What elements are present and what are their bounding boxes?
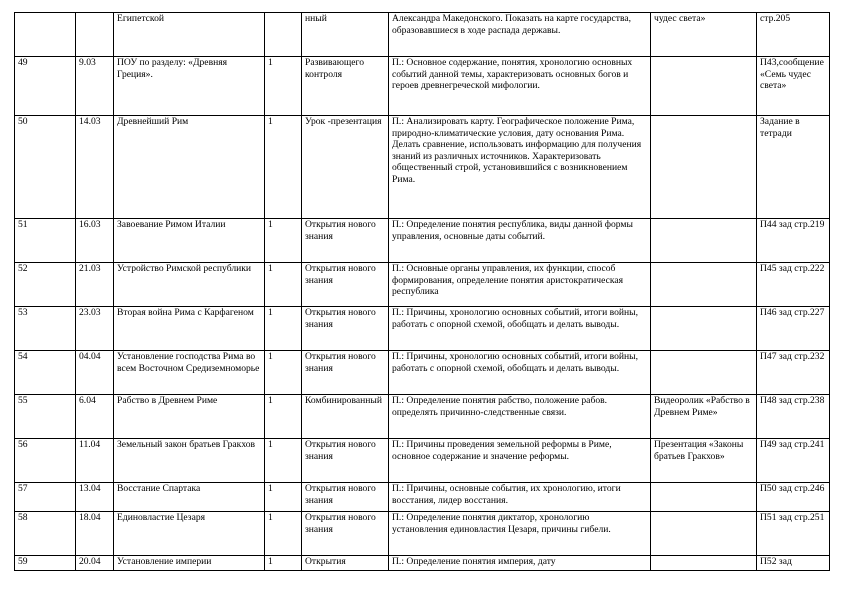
row-number-cell: 49 bbox=[15, 57, 76, 116]
lesson-hours-cell bbox=[265, 13, 302, 57]
lesson-type-cell: Открытия нового знания bbox=[302, 351, 389, 395]
table-row bbox=[15, 556, 830, 571]
table-row bbox=[15, 57, 830, 116]
lesson-type-cell: Открытия нового знания bbox=[302, 483, 389, 512]
row-number-cell: 57 bbox=[15, 483, 76, 512]
lesson-topic-cell: Земельный закон братьев Гракхов bbox=[114, 439, 265, 483]
lesson-date-cell: 20.04 bbox=[76, 556, 114, 571]
lesson-resources-cell bbox=[651, 307, 757, 351]
row-number-cell: 53 bbox=[15, 307, 76, 351]
lesson-hours-cell: 1 bbox=[265, 556, 302, 571]
lesson-content-cell: П.: Определение понятия республика, виды данной формы управления, основные даты событий. bbox=[389, 219, 651, 263]
lesson-type-cell: Развивающего контроля bbox=[302, 57, 389, 116]
lesson-hours-cell: 1 bbox=[265, 483, 302, 512]
lesson-date-cell: 18.04 bbox=[76, 512, 114, 556]
table-row bbox=[15, 512, 830, 556]
table-row bbox=[15, 219, 830, 263]
lesson-content-cell: П.: Определение понятия империя, дату bbox=[389, 556, 651, 571]
lesson-topic-cell: Единовластие Цезаря bbox=[114, 512, 265, 556]
lesson-hours-cell: 1 bbox=[265, 219, 302, 263]
lesson-resources-cell: чудес света» bbox=[651, 13, 757, 57]
lesson-topic-cell: ПОУ по разделу: «Древняя Греция». bbox=[114, 57, 265, 116]
lesson-homework-cell: П46 зад стр.227 bbox=[757, 307, 830, 351]
lesson-content-cell: Александра Македонского. Показать на карте государства, образовавшиеся в ходе распада державы. bbox=[389, 13, 651, 57]
lesson-homework-cell: П49 зад стр.241 bbox=[757, 439, 830, 483]
lesson-homework-cell: П52 зад bbox=[757, 556, 830, 571]
lesson-type-cell: Комбинированный bbox=[302, 395, 389, 439]
row-number-cell: 52 bbox=[15, 263, 76, 307]
lesson-hours-cell: 1 bbox=[265, 351, 302, 395]
lesson-type-cell: нный bbox=[302, 13, 389, 57]
lesson-hours-cell: 1 bbox=[265, 395, 302, 439]
lesson-type-cell: Урок -презентация bbox=[302, 116, 389, 219]
lesson-type-cell: Открытия нового знания bbox=[302, 219, 389, 263]
lesson-hours-cell: 1 bbox=[265, 116, 302, 219]
lesson-date-cell: 04.04 bbox=[76, 351, 114, 395]
lesson-topic-cell: Восстание Спартака bbox=[114, 483, 265, 512]
row-number-cell: 55 bbox=[15, 395, 76, 439]
lesson-resources-cell bbox=[651, 116, 757, 219]
lesson-hours-cell: 1 bbox=[265, 263, 302, 307]
lesson-type-cell: Открытия нового знания bbox=[302, 439, 389, 483]
lesson-homework-cell: стр.205 bbox=[757, 13, 830, 57]
row-number-cell: 50 bbox=[15, 116, 76, 219]
lesson-hours-cell: 1 bbox=[265, 57, 302, 116]
lesson-homework-cell: П47 зад стр.232 bbox=[757, 351, 830, 395]
lesson-date-cell: 14.03 bbox=[76, 116, 114, 219]
row-number-cell: 59 bbox=[15, 556, 76, 571]
row-number-cell: 54 bbox=[15, 351, 76, 395]
table-row bbox=[15, 483, 830, 512]
lesson-homework-cell: Задание в тетради bbox=[757, 116, 830, 219]
lesson-topic-cell: Рабство в Древнем Риме bbox=[114, 395, 265, 439]
row-number-cell bbox=[15, 13, 76, 57]
lesson-topic-cell: Древнейший Рим bbox=[114, 116, 265, 219]
lesson-content-cell: П.: Анализировать карту. Географическое положение Рима, природно-климатические условия, дату основания Рима. Делать сравнение, использовать информацию для получения знаний из различных источников. Характеризовать общественный строй, установившийся с возникновением Рима. bbox=[389, 116, 651, 219]
lesson-date-cell: 6.04 bbox=[76, 395, 114, 439]
lesson-content-cell: П.: Причины проведения земельной реформы в Риме, основное содержание и значение реформы. bbox=[389, 439, 651, 483]
lesson-content-cell: П.: Причины, хронологию основных событий, итоги войны, работать с опорной схемой, обобщать и делать выводы. bbox=[389, 307, 651, 351]
lesson-resources-cell bbox=[651, 219, 757, 263]
lesson-type-cell: Открытия нового знания bbox=[302, 512, 389, 556]
table-row bbox=[15, 263, 830, 307]
lesson-content-cell: П.: Причины, основные события, их хронологию, итоги восстания, лидер восстания. bbox=[389, 483, 651, 512]
lesson-homework-cell: П45 зад стр.222 bbox=[757, 263, 830, 307]
lesson-resources-cell bbox=[651, 351, 757, 395]
table-row bbox=[15, 307, 830, 351]
lesson-type-cell: Открытия нового знания bbox=[302, 307, 389, 351]
lesson-content-cell: П.: Определение понятия диктатор, хронологию установления единовластия Цезаря, причины гибели. bbox=[389, 512, 651, 556]
table-row bbox=[15, 13, 830, 57]
lesson-hours-cell: 1 bbox=[265, 439, 302, 483]
lesson-topic-cell: Завоевание Римом Италии bbox=[114, 219, 265, 263]
table-row bbox=[15, 395, 830, 439]
lesson-content-cell: П.: Основное содержание, понятия, хронологию основных событий данной темы, характеризовать основных богов и героев древнегреческой мифологии. bbox=[389, 57, 651, 116]
lesson-topic-cell: Устройство Римской республики bbox=[114, 263, 265, 307]
lesson-topic-cell: Вторая война Рима с Карфагеном bbox=[114, 307, 265, 351]
lesson-date-cell: 9.03 bbox=[76, 57, 114, 116]
lesson-resources-cell bbox=[651, 512, 757, 556]
lesson-hours-cell: 1 bbox=[265, 307, 302, 351]
lesson-type-cell: Открытия bbox=[302, 556, 389, 571]
lesson-resources-cell: Презентация «Законы братьев Гракхов» bbox=[651, 439, 757, 483]
lesson-homework-cell: П48 зад стр.238 bbox=[757, 395, 830, 439]
lesson-topic-cell: Египетской bbox=[114, 13, 265, 57]
lesson-topic-cell: Установление господства Рима во всем Восточном Средиземноморье bbox=[114, 351, 265, 395]
lesson-content-cell: П.: Определение понятия рабство, положение рабов. определять причинно-следственные связи. bbox=[389, 395, 651, 439]
lesson-homework-cell: П51 зад стр.251 bbox=[757, 512, 830, 556]
lesson-resources-cell: Видеоролик «Рабство в Древнем Риме» bbox=[651, 395, 757, 439]
lesson-resources-cell bbox=[651, 57, 757, 116]
lesson-type-cell: Открытия нового знания bbox=[302, 263, 389, 307]
row-number-cell: 58 bbox=[15, 512, 76, 556]
lesson-content-cell: П.: Причины, хронологию основных событий, итоги войны, работать с опорной схемой, обобщать и делать выводы. bbox=[389, 351, 651, 395]
lesson-resources-cell bbox=[651, 263, 757, 307]
lesson-date-cell: 13.04 bbox=[76, 483, 114, 512]
lesson-homework-cell: П43,сообщение «Семь чудес света» bbox=[757, 57, 830, 116]
table-row bbox=[15, 439, 830, 483]
row-number-cell: 56 bbox=[15, 439, 76, 483]
lesson-date-cell: 23.03 bbox=[76, 307, 114, 351]
lesson-topic-cell: Установление империи bbox=[114, 556, 265, 571]
lesson-resources-cell bbox=[651, 556, 757, 571]
lesson-date-cell: 16.03 bbox=[76, 219, 114, 263]
lesson-homework-cell: П44 зад стр.219 bbox=[757, 219, 830, 263]
lesson-content-cell: П.: Основные органы управления, их функции, способ формирования, определение понятия аристократическая республика bbox=[389, 263, 651, 307]
lesson-date-cell: 21.03 bbox=[76, 263, 114, 307]
lesson-resources-cell bbox=[651, 483, 757, 512]
lesson-homework-cell: П50 зад стр.246 bbox=[757, 483, 830, 512]
row-number-cell: 51 bbox=[15, 219, 76, 263]
table-row bbox=[15, 351, 830, 395]
lesson-date-cell bbox=[76, 13, 114, 57]
lesson-date-cell: 11.04 bbox=[76, 439, 114, 483]
table-row bbox=[15, 116, 830, 219]
lesson-hours-cell: 1 bbox=[265, 512, 302, 556]
lesson-plan-table bbox=[14, 12, 830, 571]
